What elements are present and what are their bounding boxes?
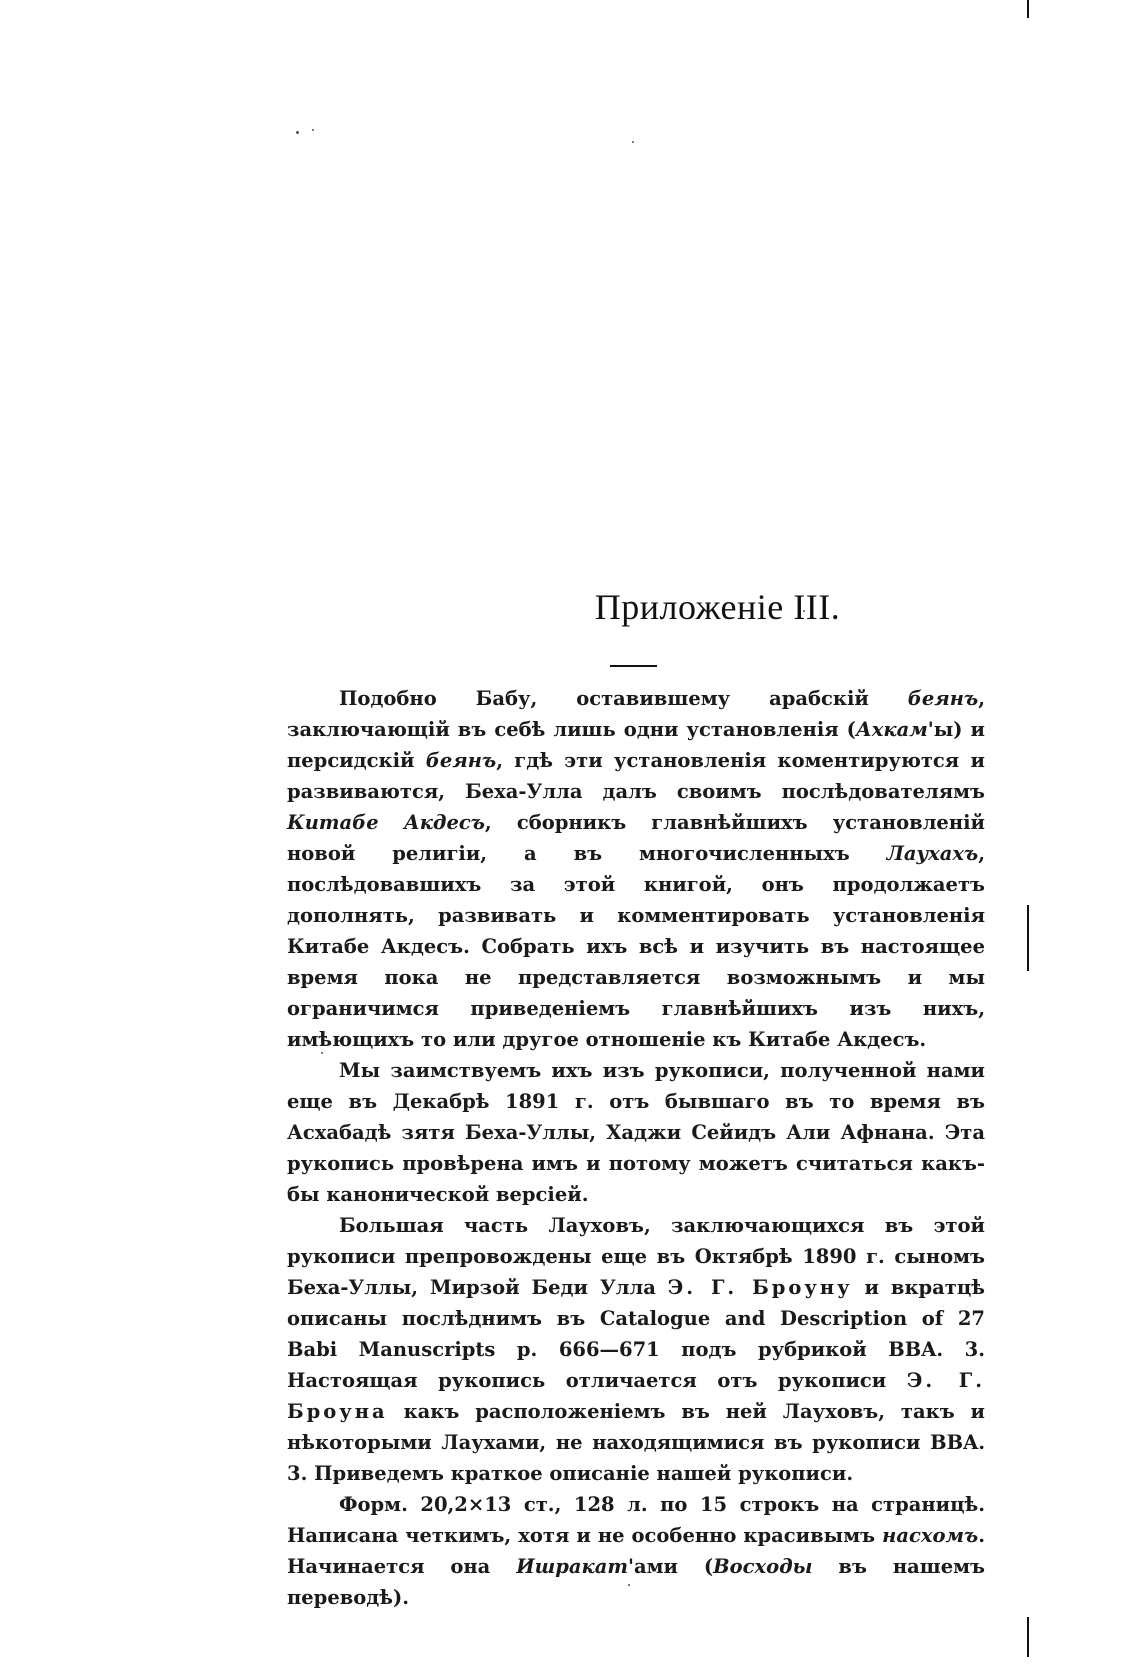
scan-speck <box>632 141 634 143</box>
spaced-name: Э. Г. Броуну <box>667 1276 853 1299</box>
title-divider <box>610 665 657 667</box>
text-run: 'ами ( <box>627 1555 714 1578</box>
italic-term: беянъ <box>425 749 497 772</box>
scan-speck <box>312 129 314 131</box>
text-run: Большая часть Лауховъ, заключающихся въ этой рукописи препровождены еще въ Октябрѣ 1890 г. сыномъ Беха-Уллы, Мирзой Беди Улла <box>287 1214 985 1299</box>
text-run: Форм. 20,2×13 ст., 128 л. по 15 строкъ на страницѣ. Написана четкимъ, хотя и не особенно красивымъ <box>287 1493 985 1547</box>
italic-term: Китабе Акдесъ <box>287 811 485 834</box>
text-run: , заключающій въ себѣ лишь одни установленія ( <box>287 687 985 741</box>
scan-speck <box>296 131 299 134</box>
body-text <box>287 683 985 1613</box>
italic-term: насхомъ <box>882 1524 979 1547</box>
text-run: и вкратцѣ описаны послѣднимъ въ Catalogue and Description of 27 Babi Manuscripts p. 666—671 подъ рубрикой BBA. 3. Настоящая рукопись отличается отъ рукописи <box>287 1276 985 1392</box>
paragraph <box>287 1210 985 1489</box>
italic-term: Ишракат <box>516 1555 628 1578</box>
scan-edge-mark <box>1027 1617 1029 1657</box>
text-run: какъ расположеніемъ въ ней Лауховъ, такъ и нѣкоторыми Лаухами, не находящимися въ рукописи BBA. 3. Приведемъ краткое описаніе нашей рукописи. <box>287 1400 985 1485</box>
text-run: въ нашемъ переводѣ). <box>287 1555 985 1609</box>
italic-term: Ахкам <box>855 718 928 741</box>
italic-term: Лаухахъ <box>886 842 979 865</box>
text-run: , сборникъ главнѣйшихъ установленій новой религіи, а въ многочисленныхъ <box>287 811 985 865</box>
scan-edge-mark <box>1027 905 1029 971</box>
text-run: Подобно Бабу, оставившему арабскій <box>339 687 908 710</box>
spaced-name: Э. Г. Броуна <box>287 1369 985 1423</box>
italic-term: Восходы <box>713 1555 813 1578</box>
scan-edge-mark <box>1027 0 1029 18</box>
paragraph <box>287 683 985 1055</box>
text-run: . Начинается она <box>287 1524 985 1578</box>
text-run: Мы заимствуемъ ихъ изъ рукописи, полученной нами еще въ Декабрѣ 1891 г. отъ бывшаго въ то время въ Асхабадѣ зятя Беха-Уллы, Хаджи Сейидъ Али Афнана. Эта рукопись провѣрена имъ и потому можетъ считаться какъ-бы канонической версіей. <box>287 1059 985 1206</box>
text-run: 'ы) и персидскій <box>287 718 986 772</box>
text-run: , послѣдовавшихъ за этой книгой, онъ продолжаетъ дополнять, развивать и комментировать установленія Китабе Акдесъ. Собрать ихъ всѣ и изучить въ настоящее время пока не представляется возможнымъ и мы ограничимся приведеніемъ главнѣйшихъ изъ нихъ, имѣющихъ то или другое отношеніе къ Китабе Акдесъ. <box>287 842 985 1051</box>
paragraph <box>287 1055 985 1210</box>
paragraph <box>287 1489 985 1613</box>
text-run: , гдѣ эти установленія коментируются и развиваются, Беха-Улла далъ своимъ послѣдователямъ <box>287 749 985 803</box>
page-title: Приложеніе III. <box>594 587 841 627</box>
italic-term: беянъ <box>907 687 979 710</box>
